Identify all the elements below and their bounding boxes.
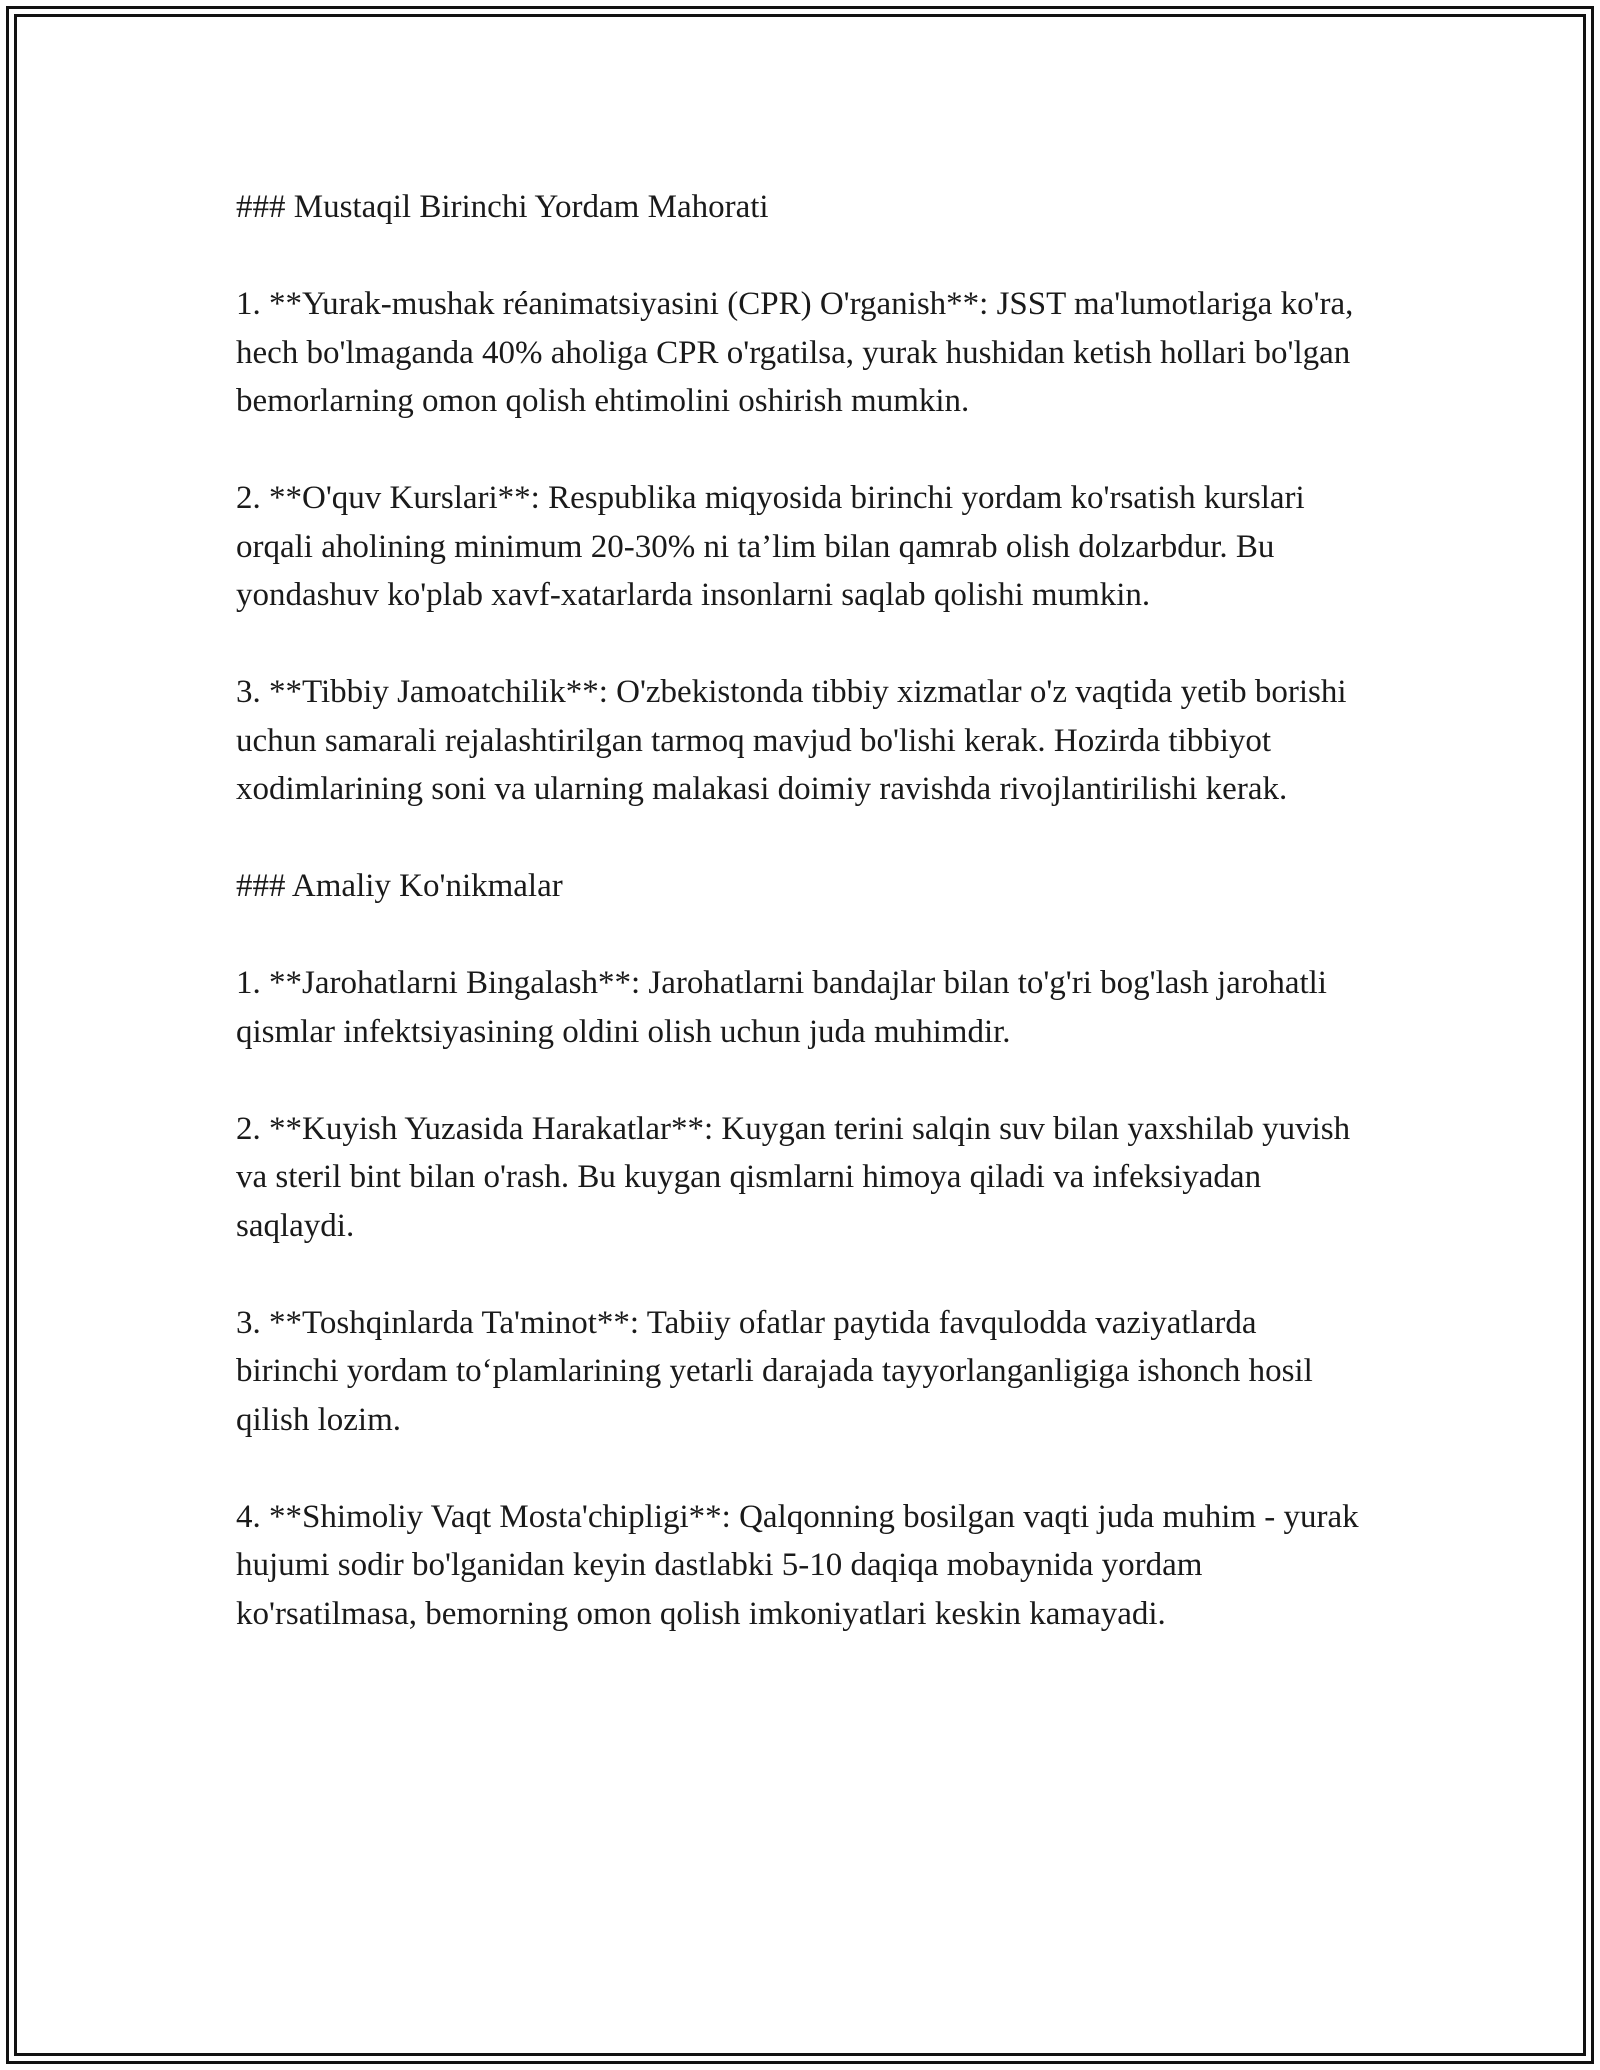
section-heading-first-aid-skills: ### Mustaqil Birinchi Yordam Mahorati (236, 189, 769, 225)
list-item-burn-actions: 2. **Kuyish Yuzasida Harakatlar**: Kuygan terini salqin suv bilan yaxshilab yuvish va steril bint bilan o'rash. Bu kuygan qismlarni himoya qiladi va infeksiyadan saqlaydi. (236, 1110, 1351, 1244)
list-item-flood-supplies: 3. **Toshqinlarda Ta'minot**: Tabiiy ofatlar paytida favqulodda vaziyatlarda birinchi yordam to‘plamlarining yetarli darajada tayyorlanganligiga ishonch hosil qilish lozim. (236, 1304, 1313, 1438)
list-item-cpr-training: 1. **Yurak-mushak réanimatsiyasini (CPR) O'rganish**: JSST ma'lumotlariga ko'ra, hech bo'lmaganda 40% aholiga CPR o'rgatilsa, yurak hushidan ketish hollari bo'lgan bemorlarning omon qolish ehtimolini oshirish mumkin. (236, 286, 1354, 419)
document-body (236, 183, 1366, 1638)
list-item-training-courses: 2. **O'quv Kurslari**: Respublika miqyosida birinchi yordam ko'rsatish kurslari orqali aholining minimum 20-30% ni ta’lim bilan qamrab olish dolzarbdur. Bu yondashuv ko'plab xavf-xatarlarda insonlarni saqlab qolishi mumkin. (236, 480, 1305, 613)
list-item-wound-bandaging: 1. **Jarohatlarni Bingalash**: Jarohatlarni bandajlar bilan to'g'ri bog'lash jarohatli qismlar infektsiyasining oldini olish uchun juda muhimdir. (236, 965, 1327, 1050)
list-item-response-time: 4. **Shimoliy Vaqt Mosta'chipligi**: Qalqonning bosilgan vaqti juda muhim - yurak hujumi sodir bo'lganidan keyin dastlabki 5-10 daqiqa mobaynida yordam ko'rsatilmasa, bemorning omon qolish imkoniyatlari keskin kamayadi. (236, 1498, 1359, 1632)
list-item-medical-community: 3. **Tibbiy Jamoatchilik**: O'zbekistonda tibbiy xizmatlar o'z vaqtida yetib borishi uchun samarali rejalashtirilgan tarmoq mavjud bo'lishi kerak. Hozirda tibbiyot xodimlarining soni va ularning malakasi doimiy ravishda rivojlantirilishi kerak. (236, 674, 1347, 807)
section-heading-practical-skills: ### Amaliy Ko'nikmalar (236, 868, 563, 904)
